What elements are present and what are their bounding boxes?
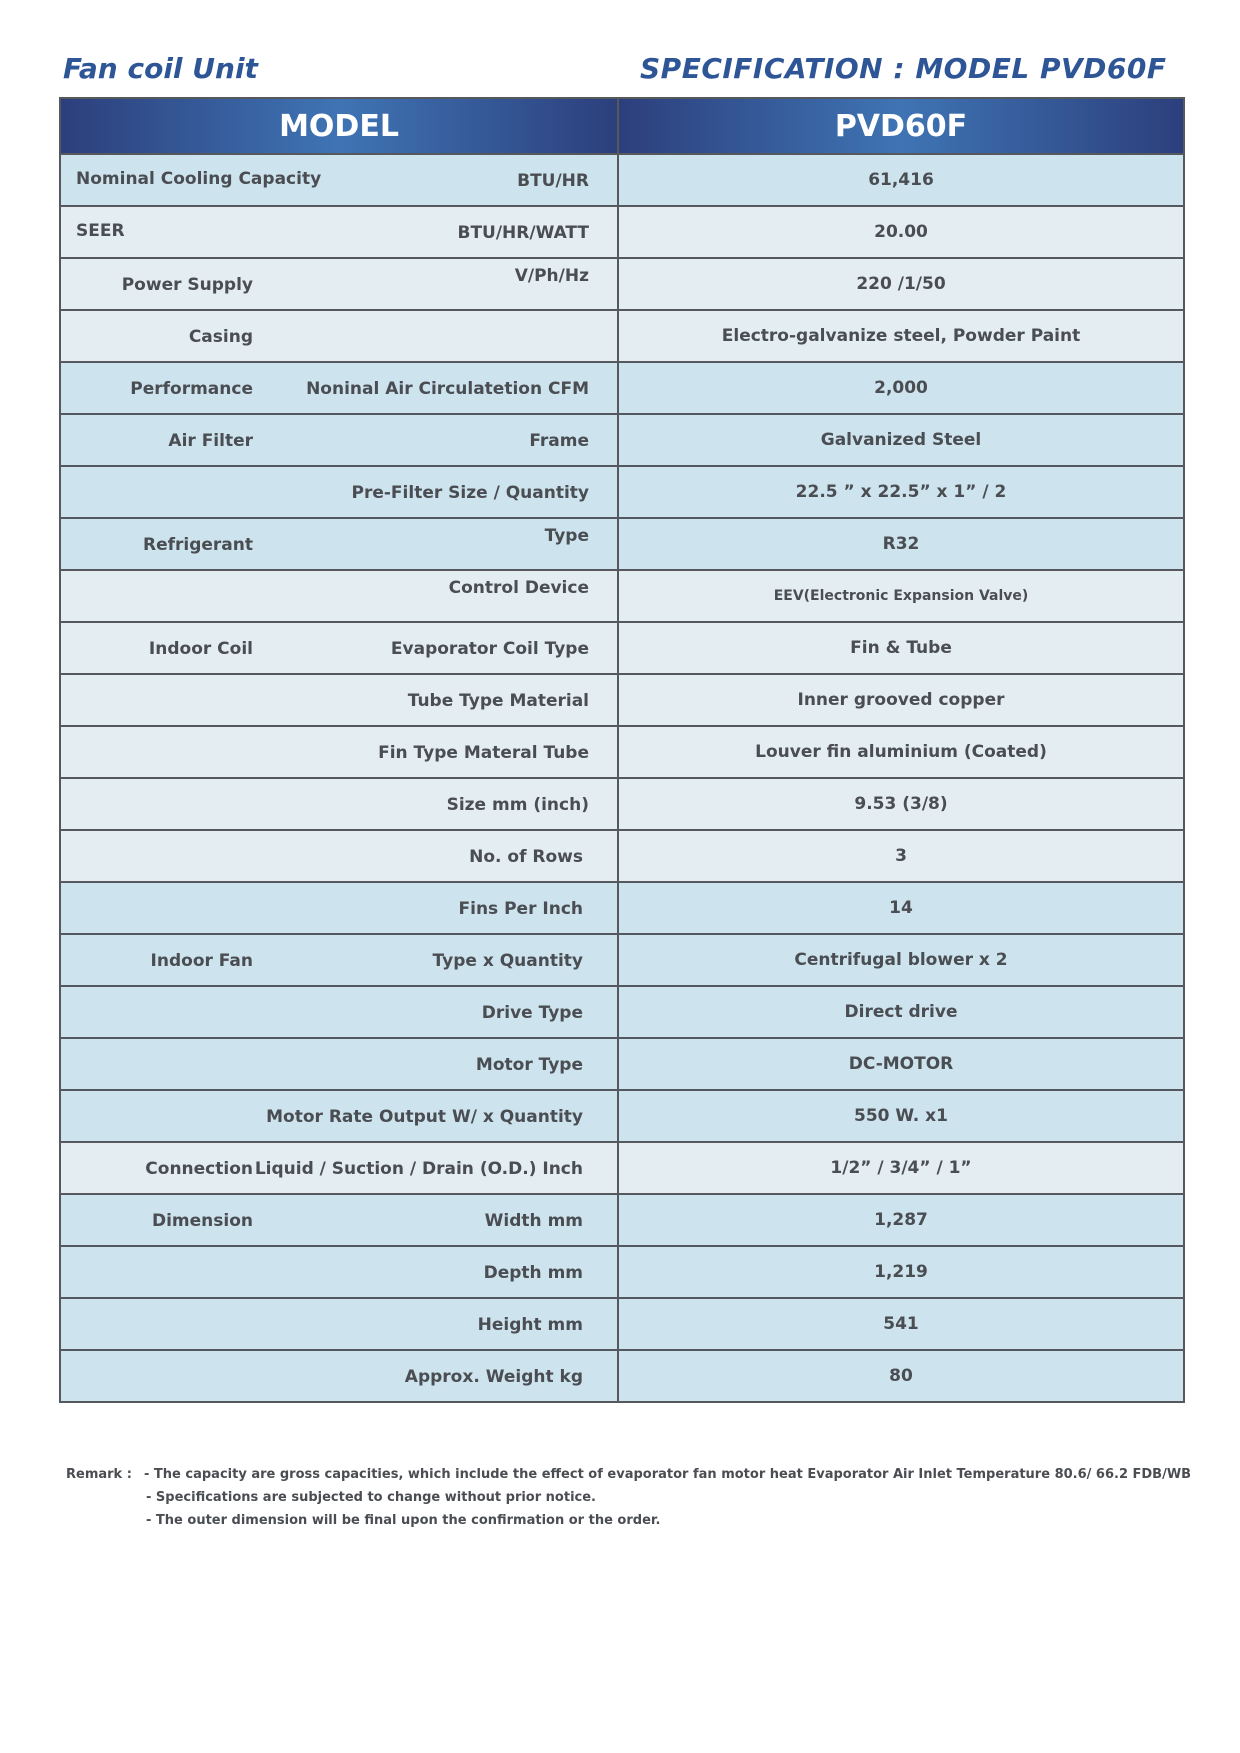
table-row — [60, 674, 1184, 726]
table-row — [60, 1090, 1184, 1142]
row-subitem: Evaporator Coil Type — [390, 639, 589, 659]
table-row — [60, 830, 1184, 882]
row-subitem: Height mm — [477, 1315, 583, 1335]
remark-line: - The outer dimension will be final upon the confirmation or the order. — [146, 1513, 661, 1528]
row-category: Power Supply — [121, 275, 253, 295]
row-label: SEER — [76, 221, 125, 241]
spec-value: 61,416 — [618, 154, 1184, 206]
spec-label-cell — [60, 206, 618, 258]
remarks-section — [66, 1463, 1191, 1532]
spec-value: 80 — [618, 1350, 1184, 1402]
spec-label-cell — [60, 466, 618, 518]
table-row — [60, 258, 1184, 310]
spec-value: Fin & Tube — [618, 622, 1184, 674]
spec-value: EEV(Electronic Expansion Valve) — [618, 570, 1184, 622]
spec-label-cell — [60, 726, 618, 778]
model-header: MODEL — [60, 98, 618, 154]
spec-label-cell — [60, 1246, 618, 1298]
spec-value: 1/2” / 3/4” / 1” — [618, 1142, 1184, 1194]
document-title: Fan coil Unit — [63, 52, 258, 85]
spec-label-cell — [60, 154, 618, 206]
spec-label-cell — [60, 986, 618, 1038]
row-subitem: Noninal Air Circulatetion CFM — [306, 379, 589, 399]
row-subitem: Control Device — [448, 578, 589, 598]
table-row — [60, 778, 1184, 830]
table-row — [60, 622, 1184, 674]
spec-value: 3 — [618, 830, 1184, 882]
row-subitem: Pre-Filter Size / Quantity — [351, 483, 589, 503]
table-row — [60, 726, 1184, 778]
spec-label-cell — [60, 1298, 618, 1350]
table-row — [60, 466, 1184, 518]
spec-label-cell — [60, 310, 618, 362]
model-value-header: PVD60F — [618, 98, 1184, 154]
table-row — [60, 310, 1184, 362]
spec-label-cell — [60, 882, 618, 934]
spec-label-cell — [60, 414, 618, 466]
table-row — [60, 934, 1184, 986]
row-subitem: Tube Type Material — [407, 691, 589, 711]
spec-value: 1,219 — [618, 1246, 1184, 1298]
row-subitem: Frame — [529, 431, 589, 451]
spec-value: Galvanized Steel — [618, 414, 1184, 466]
row-category: Air Filter — [168, 431, 253, 451]
spec-label-cell — [60, 1090, 618, 1142]
row-category: Indoor Coil — [148, 639, 253, 659]
spec-value: 550 W. x1 — [618, 1090, 1184, 1142]
table-row — [60, 1246, 1184, 1298]
spec-value: 1,287 — [618, 1194, 1184, 1246]
row-subitem: Type — [544, 526, 589, 546]
spec-label-cell — [60, 1142, 618, 1194]
row-label: Nominal Cooling Capacity — [76, 169, 322, 189]
row-category: Performance — [130, 379, 253, 399]
table-row — [60, 206, 1184, 258]
remark-line: - The capacity are gross capacities, which include the effect of evaporator fan motor heat Evaporator Air Inlet Temperature 80.6/ 66.2 FDB/WB — [144, 1467, 1192, 1482]
spec-value: 14 — [618, 882, 1184, 934]
row-category: Refrigerant — [142, 535, 253, 555]
table-row — [60, 1038, 1184, 1090]
row-subitem: Liquid / Suction / Drain (O.D.) Inch — [254, 1159, 583, 1179]
spec-value: Centrifugal blower x 2 — [618, 934, 1184, 986]
table-row — [60, 518, 1184, 570]
row-unit: BTU/HR/WATT — [457, 223, 589, 243]
row-subitem: Motor Rate Output W/ x Quantity — [266, 1107, 583, 1127]
row-subitem: No. of Rows — [469, 847, 583, 867]
remark-row — [66, 1463, 1191, 1486]
table-row — [60, 414, 1184, 466]
spec-label-cell — [60, 934, 618, 986]
spec-table — [59, 97, 1185, 1403]
table-row — [60, 1350, 1184, 1402]
spec-label-cell — [60, 258, 618, 310]
spec-value: 20.00 — [618, 206, 1184, 258]
table-row — [60, 882, 1184, 934]
spec-value: 220 /1/50 — [618, 258, 1184, 310]
spec-value: R32 — [618, 518, 1184, 570]
spec-value: Louver fin aluminium (Coated) — [618, 726, 1184, 778]
table-row — [60, 1142, 1184, 1194]
table-row — [60, 362, 1184, 414]
row-category: Dimension — [151, 1211, 253, 1231]
row-subitem: Size mm (inch) — [446, 795, 589, 815]
row-subitem: Width mm — [484, 1211, 583, 1231]
row-category: Indoor Fan — [150, 951, 253, 971]
spec-label-cell — [60, 1350, 618, 1402]
row-subitem: Type x Quantity — [432, 951, 583, 971]
spec-value: DC-MOTOR — [618, 1038, 1184, 1090]
spec-label-cell — [60, 570, 618, 622]
remark-label: Remark : — [66, 1467, 132, 1482]
table-row — [60, 570, 1184, 622]
row-subitem: Approx. Weight kg — [404, 1367, 583, 1387]
row-subitem: Fin Type Materal Tube — [378, 743, 589, 763]
spec-label-cell — [60, 518, 618, 570]
spec-value: 9.53 (3/8) — [618, 778, 1184, 830]
table-header-row — [60, 98, 1184, 154]
row-subitem: Depth mm — [483, 1263, 583, 1283]
specification-title: SPECIFICATION : MODEL PVD60F — [640, 52, 1167, 85]
spec-label-cell — [60, 778, 618, 830]
spec-label-cell — [60, 1194, 618, 1246]
spec-value: Direct drive — [618, 986, 1184, 1038]
row-unit: BTU/HR — [517, 171, 589, 191]
spec-label-cell — [60, 362, 618, 414]
table-row — [60, 1298, 1184, 1350]
remark-line: - Specifications are subjected to change without prior notice. — [146, 1490, 596, 1505]
spec-value: Electro-galvanize steel, Powder Paint — [618, 310, 1184, 362]
row-subitem: Fins Per Inch — [458, 899, 583, 919]
spec-value: 2,000 — [618, 362, 1184, 414]
table-row — [60, 154, 1184, 206]
spec-label-cell — [60, 622, 618, 674]
row-subitem: V/Ph/Hz — [514, 266, 589, 286]
row-subitem: Drive Type — [481, 1003, 583, 1023]
spec-value: 22.5 ” x 22.5” x 1” / 2 — [618, 466, 1184, 518]
table-row — [60, 986, 1184, 1038]
spec-value: Inner grooved copper — [618, 674, 1184, 726]
spec-label-cell — [60, 1038, 618, 1090]
row-category: Connection — [145, 1159, 253, 1179]
spec-value: 541 — [618, 1298, 1184, 1350]
table-row — [60, 1194, 1184, 1246]
spec-label-cell — [60, 674, 618, 726]
row-category: Casing — [188, 327, 253, 347]
spec-label-cell — [60, 830, 618, 882]
row-subitem: Motor Type — [475, 1055, 583, 1075]
